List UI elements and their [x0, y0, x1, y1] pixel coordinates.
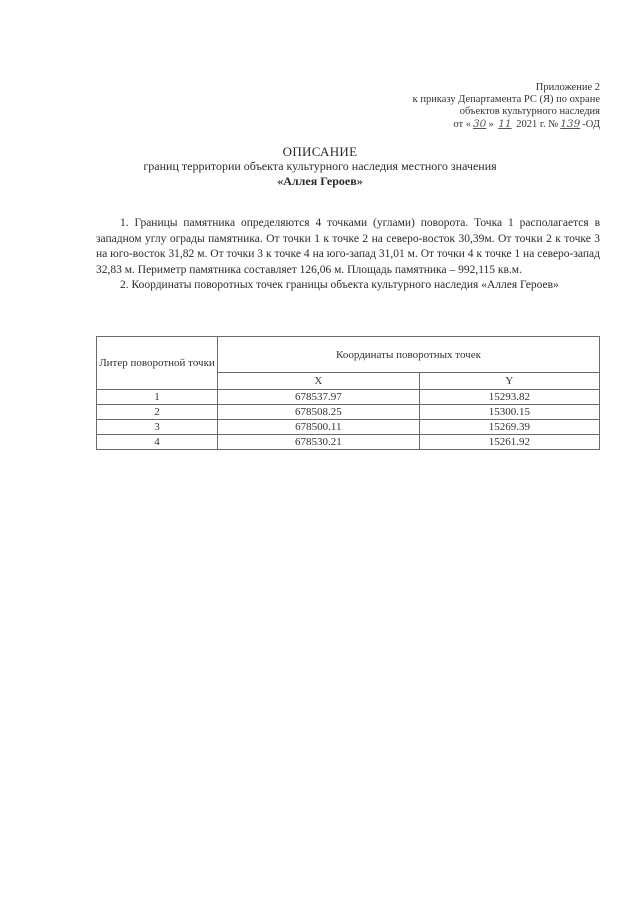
date-prefix: от «: [453, 119, 471, 130]
cell-point: 3: [97, 420, 218, 435]
cell-y: 15293.82: [419, 390, 599, 405]
paragraph-1: 1. Границы памятника определяются 4 точками (углами) поворота. Точка 1 располагается в западном углу ограды памятника. От точки 1 к точке 2 на северо-восток 30,39м. От точки 2 к точке 3 на юго-восток 31,82 м. От точки 3 к точке 4 на юго-запад 31,01 м. От точки 4 к точке 1 на северо-запад 32,83 м. Периметр памятника составляет 126,06 м. Площадь памятника – 992,115 кв.м.: [96, 217, 600, 276]
date-mid: »: [488, 119, 497, 130]
document-subtitle: границ территории объекта культурного наследия местного значения: [143, 159, 497, 173]
cell-point: 1: [97, 390, 218, 405]
table-row: [97, 405, 600, 420]
table-row: [97, 390, 600, 405]
header-point-letter: Литер поворотной точки: [97, 337, 218, 390]
cell-point: 2: [97, 405, 218, 420]
document-title: ОПИСАНИЕ: [282, 144, 358, 159]
cell-x: 678508.25: [218, 405, 420, 420]
date-year: 2021 г. №: [513, 119, 559, 130]
handwritten-day: 30: [472, 118, 487, 130]
cell-x: 678530.21: [218, 435, 420, 450]
appendix-header: [413, 82, 600, 131]
cell-x: 678537.97: [218, 390, 420, 405]
header-y: Y: [419, 373, 599, 390]
handwritten-order-number: 139: [560, 118, 581, 130]
cell-y: 15269.39: [419, 420, 599, 435]
appendix-line-1: Приложение 2: [535, 82, 600, 93]
handwritten-month: 11: [498, 118, 512, 130]
header-coordinates: Координаты поворотных точек: [218, 337, 600, 373]
header-x: X: [218, 373, 420, 390]
paragraph-2: 2. Координаты поворотных точек границы объекта культурного наследия «Аллея Героев»: [120, 279, 559, 291]
table-row: [97, 435, 600, 450]
appendix-line-2: к приказу Департамента РС (Я) по охране: [412, 94, 600, 105]
appendix-line-3: объектов культурного наследия: [459, 106, 600, 117]
cell-y: 15261.92: [419, 435, 599, 450]
cell-x: 678500.11: [218, 420, 420, 435]
cell-y: 15300.15: [419, 405, 599, 420]
coordinates-table: [96, 336, 600, 450]
table-row: [97, 420, 600, 435]
title-block: [0, 144, 640, 189]
appendix-date-line: [413, 118, 600, 131]
order-suffix: -ОД: [582, 119, 600, 130]
description-body: [96, 216, 600, 294]
cell-point: 4: [97, 435, 218, 450]
object-name: «Аллея Героев»: [277, 174, 363, 188]
